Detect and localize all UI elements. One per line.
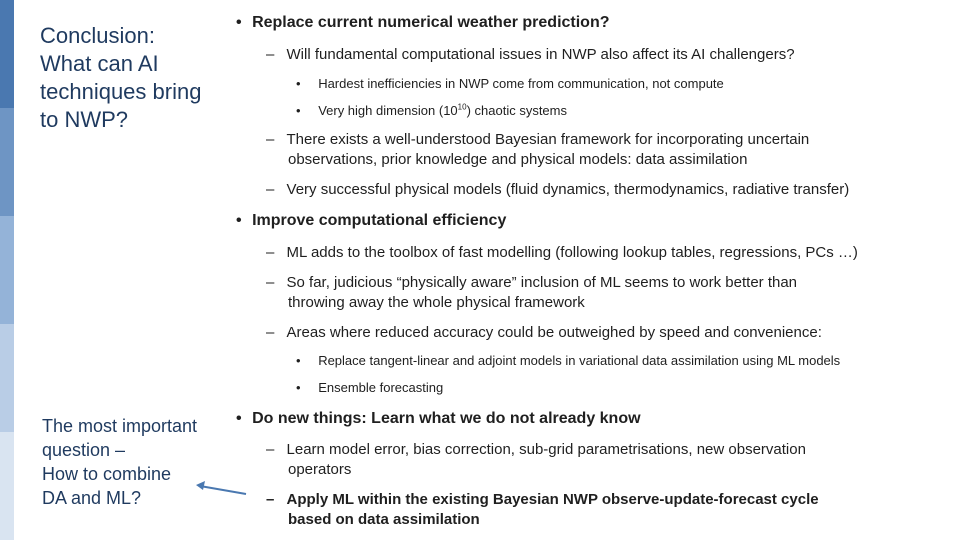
bullet-level1 — [236, 14, 610, 32]
bullet-dot: • — [236, 410, 242, 427]
side-bar-segment — [0, 0, 14, 108]
decorative-side-bar — [0, 0, 14, 540]
bullet-text: Learn model error, bias correction, sub-grid parametrisations, new observation — [286, 441, 806, 458]
bullet-text: Very successful physical models (fluid dynamics, thermodynamics, radiative transfer) — [286, 181, 850, 198]
bullet-dot: • — [236, 14, 242, 31]
question-line: The most important — [42, 416, 198, 436]
bullet-dot: • — [236, 212, 242, 229]
bullet-text: Improve computational efficiency — [252, 212, 507, 229]
arrow-icon — [190, 472, 250, 502]
bullet-dash: – — [266, 46, 275, 63]
bullet-dash: – — [266, 441, 275, 458]
bullet-level2 — [266, 131, 809, 148]
bullet-text: Hardest inefficiencies in NWP come from communication, not compute — [318, 76, 724, 91]
title-line: techniques bring — [40, 79, 202, 104]
bullet-continuation: operators — [288, 461, 352, 478]
side-bar-segment — [0, 216, 14, 324]
bullet-text: ML adds to the toolbox of fast modelling (following lookup tables, regressions, PCs …) — [286, 244, 858, 261]
bullet-text: Replace current numerical weather prediction? — [252, 14, 610, 31]
bullet-dash: – — [266, 491, 275, 508]
side-bar-segment — [0, 108, 14, 216]
bullet-level2 — [266, 274, 797, 291]
bullet-continuation: observations, prior knowledge and physical models: data assimilation — [288, 151, 748, 168]
bullet-level2 — [266, 46, 795, 63]
bullet-dash: – — [266, 324, 275, 341]
bullet-level3 — [296, 103, 567, 118]
bullet-continuation: throwing away the whole physical framework — [288, 294, 585, 311]
bullet-level3 — [296, 353, 840, 368]
bullet-level1 — [236, 410, 641, 428]
bullet-dot: • — [296, 76, 301, 91]
bullet-text: Ensemble forecasting — [318, 380, 444, 395]
side-bar-segment — [0, 432, 14, 540]
bullet-dot: • — [296, 103, 301, 119]
bullet-level3 — [296, 380, 443, 395]
title-line: Conclusion: — [40, 23, 155, 48]
bullet-dot: • — [296, 380, 301, 395]
title-line: What can AI — [40, 51, 159, 76]
bullet-dash: – — [266, 181, 275, 198]
bullet-level1 — [236, 212, 506, 230]
bullet-text: So far, judicious “physically aware” inclusion of ML seems to work better than — [286, 274, 798, 291]
slide-title — [40, 22, 230, 134]
bullet-text: Do new things: Learn what we do not already know — [252, 410, 641, 427]
bullet-dash: – — [266, 244, 275, 261]
bullet-text: Apply ML within the existing Bayesian NWP observe-update-forecast cycle — [286, 491, 819, 508]
question-line: DA and ML? — [42, 488, 142, 508]
bullet-level2 — [266, 491, 819, 508]
side-bar-segment — [0, 324, 14, 432]
question-line: How to combine — [42, 464, 172, 484]
bullet-level2 — [266, 324, 822, 341]
bullet-dash: – — [266, 131, 275, 148]
bullet-text: Will fundamental computational issues in NWP also affect its AI challengers? — [286, 46, 795, 63]
bullet-text: Very high dimension $(10^{10})$ chaotic systems — [318, 103, 567, 119]
bullet-dash: – — [266, 274, 275, 291]
bullet-dot: • — [296, 353, 301, 368]
bullet-continuation: based on data assimilation — [288, 511, 480, 528]
title-line: to NWP? — [40, 107, 129, 132]
question-line: question – — [42, 440, 126, 460]
bullet-text: There exists a well-understood Bayesian framework for incorporating uncertain — [286, 131, 810, 148]
bullet-level2 — [266, 181, 849, 198]
bullet-text: Replace tangent-linear and adjoint models in variational data assimilation using ML models — [318, 353, 841, 368]
bullet-text: Areas where reduced accuracy could be outweighed by speed and convenience: — [286, 324, 822, 341]
bullet-level2 — [266, 244, 858, 261]
bullet-level2 — [266, 441, 806, 458]
bullet-level3 — [296, 76, 724, 91]
